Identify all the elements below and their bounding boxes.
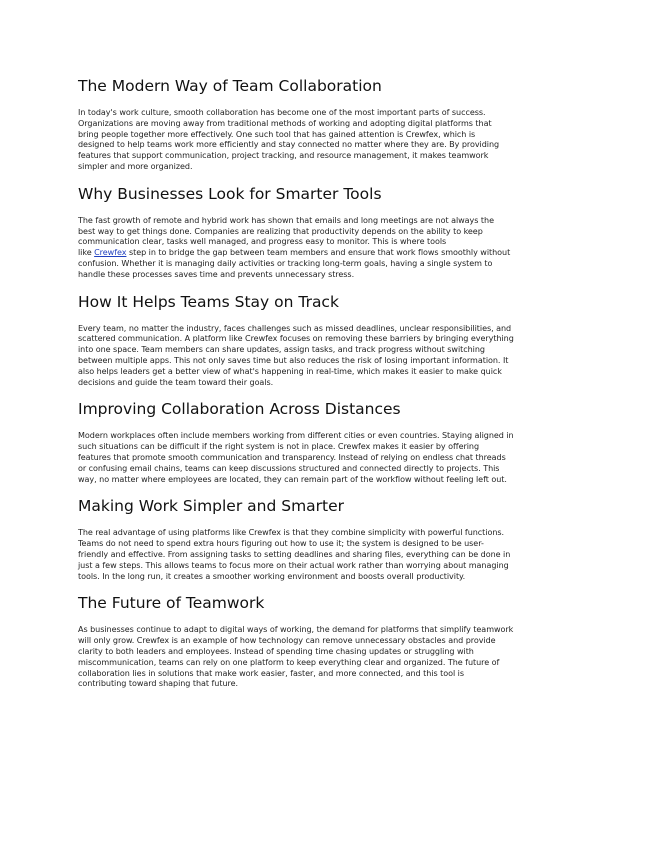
section-paragraph [78,216,574,281]
section-across-distances [78,399,574,485]
section-heading: The Modern Way of Team Collaboration [78,77,382,95]
section-paragraph: In today's work culture, smooth collaboration has become one of the most important parts of success. Organizations are moving away from traditional methods of working and adopting digital platforms that bring people together more effectively. One such tool that has gained attention is Crewfex, which is designed to help teams work more efficiently and stay connected no matter where they are. By providing features that support communication, project tracking, and resource management, it makes teamwork simpler and more organized. [78,108,500,171]
section-heading: Why Businesses Look for Smarter Tools [78,184,382,203]
section-heading: The Future of Teamwork [78,594,265,613]
section-smarter-tools [78,184,574,281]
section-heading: Making Work Simpler and Smarter [78,497,345,516]
section-modern-collaboration [78,76,574,173]
section-heading: How It Helps Teams Stay on Track [78,292,339,311]
section-paragraph: Every team, no matter the industry, faces challenges such as missed deadlines, unclear responsibilities, and scattered communication. A platform like Crewfex focuses on removing these barriers by bringing everything into one space. Team members can share updates, assign tasks, and track progress without switching between multiple apps. This not only saves time but also reduces the risk of losing important information. It also helps leaders get a better view of what's happening in real-time, which makes it easier to make quick decisions and guide the team toward their goals. [78,323,514,387]
section-stay-on-track [78,292,574,389]
section-paragraph: The real advantage of using platforms like Crewfex is that they combine simplicity with powerful functions. Teams do not need to spend extra hours figuring out how to use it; the system is designed to be user- friendly and effective. From assigning tasks to setting deadlines and sharing files, everything can be done in just a few steps. This allows teams to focus more on their actual work rather than worrying about managing tools. In the long run, it creates a smoother working environment and boosts overall productivity. [78,528,511,581]
crewfex-link[interactable]: Crewfex [94,248,127,258]
section-future-teamwork [78,593,574,690]
paragraph-text-after-link: step in to bridge the gap between team members and ensure that work flows smoothly without confusion. Whether it is managing daily activities or tracking long-term goals, having a single system to handle these processes saves time and prevents unnecessary stress. [78,248,511,279]
paragraph-text-before-link: The fast growth of remote and hybrid work has shown that emails and long meetings are not always the best way to get things done. Companies are realizing that productivity depends on the ability to keep communication clear, tasks well managed, and progress easy to monitor. This is where tools like [78,215,494,258]
document-page [78,76,574,701]
section-paragraph: As businesses continue to adapt to digital ways of working, the demand for platforms that simplify teamwork will only grow. Crewfex is an example of how technology can remove unnecessary obstacles and provide clarity to both leaders and employees. Instead of spending time chasing updates or struggling with miscommunication, teams can rely on one platform to keep everything clear and organized. The future of collaboration lies in solutions that make work easier, faster, and more connected, and this tool is contributing toward shaping that future. [78,625,514,689]
section-paragraph: Modern workplaces often include members working from different cities or even countries. Staying aligned in such situations can be difficult if the right system is not in place. Crewfex makes it easier by offering features that promote smooth communication and transparency. Instead of relying on endless chat threads or confusing email chains, teams can keep discussions structured and connected directly to projects. This way, no matter where employees are located, they can remain part of the workflow without feeling left out. [78,431,514,484]
section-heading: Improving Collaboration Across Distances [78,400,401,419]
section-simpler-smarter [78,496,574,582]
